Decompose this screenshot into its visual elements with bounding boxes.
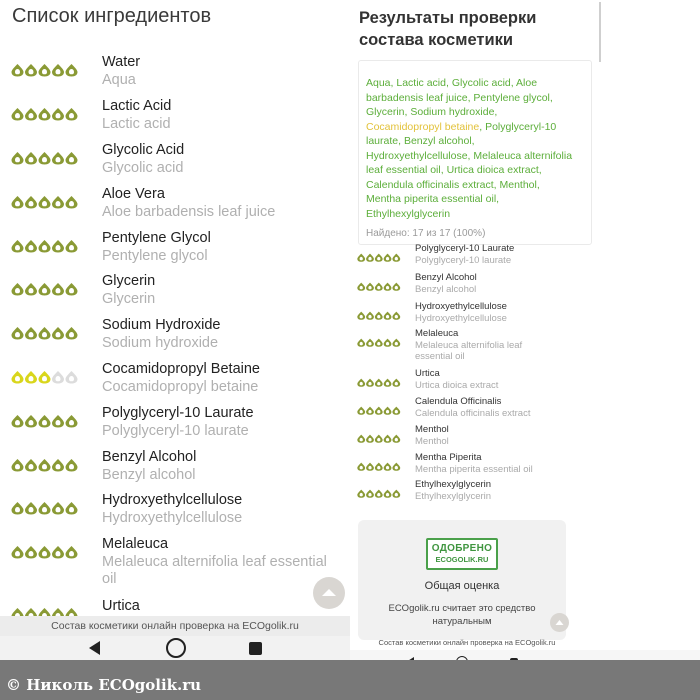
rating-drops	[11, 326, 79, 345]
rating-drops	[11, 545, 79, 564]
ingredient-inci: Hydroxyethylcellulose	[102, 510, 243, 526]
ingredient-name: Menthol	[415, 424, 449, 435]
composition-ingredient[interactable]: Urtica dioica extract	[446, 164, 539, 176]
ingredient-name: Pentylene Glycol	[102, 230, 211, 246]
rating-drops	[11, 370, 79, 389]
ingredient-name: Water	[102, 54, 141, 70]
ingredient-inci: Benzyl alcohol	[415, 284, 477, 295]
separator: ,	[494, 106, 498, 118]
ingredient-name: Lactic Acid	[102, 98, 172, 114]
ingredient-name: Melaleuca	[415, 328, 459, 339]
badge-title: ОДОБРЕНО	[431, 543, 493, 554]
separator: ,	[471, 135, 475, 147]
android-nav-bar	[0, 636, 350, 660]
separator: ,	[496, 193, 500, 205]
right-screenshot	[350, 0, 700, 660]
drop-rating-icon	[11, 370, 79, 384]
separator: ,	[445, 77, 452, 89]
composition-ingredient[interactable]: Lactic acid	[396, 77, 446, 89]
page-title: Список ингредиентов	[12, 5, 212, 27]
score-text: ECOgolik.ru считает это средство натуральным	[388, 603, 536, 627]
rating-drops	[357, 249, 401, 267]
android-nav-bar-small	[350, 650, 700, 660]
ingredient-inci: Lactic acid	[102, 116, 171, 132]
nav-recent-icon[interactable]	[249, 642, 262, 655]
separator: ,	[536, 178, 540, 191]
composition-ingredient[interactable]: Hydroxyethylcellulose	[366, 149, 468, 162]
ingredient-name: Polyglyceryl-10 Laurate	[102, 405, 254, 421]
scroll-top-button-small[interactable]	[550, 613, 569, 632]
rating-drops	[11, 107, 79, 126]
score-label: Общая оценка	[424, 580, 500, 592]
ingredient-inci: Urtica dioica extract	[415, 380, 499, 391]
chevron-up-icon	[321, 586, 337, 598]
rating-drops	[357, 278, 401, 296]
nav-back-icon[interactable]	[89, 641, 100, 655]
drop-rating-icon	[11, 545, 79, 559]
drop-rating-icon	[11, 107, 79, 121]
composition-ingredient[interactable]: Ethylhexylglycerin	[366, 207, 451, 220]
ingredient-name: Benzyl Alcohol	[102, 449, 197, 465]
ingredient-inci: Aloe barbadensis leaf juice	[102, 204, 276, 220]
ingredient-name: Mentha Piperita	[415, 452, 482, 463]
ingredient-name: Benzyl Alcohol	[415, 272, 477, 283]
rating-drops	[11, 195, 79, 214]
rating-drops	[11, 239, 79, 258]
chevron-up-icon	[555, 619, 564, 626]
ingredient-name: Calendula Officinalis	[415, 396, 502, 407]
composition-ingredient[interactable]: Mentha piperita essential oil	[366, 193, 497, 205]
separator: ,	[390, 77, 397, 89]
drop-rating-icon	[11, 414, 79, 428]
composition-ingredient[interactable]: Aloe barbadensis leaf juice	[366, 77, 538, 104]
separator: ,	[398, 135, 404, 147]
rating-drops	[11, 151, 79, 170]
rating-drops	[357, 485, 401, 503]
ingredient-name: Sodium Hydroxide	[102, 317, 221, 333]
ingredient-name: Aloe Vera	[102, 186, 165, 202]
separator: ,	[479, 120, 486, 133]
drop-rating-icon	[357, 282, 401, 291]
ingredient-inci: Calendula officinalis extract	[415, 408, 531, 419]
composition-ingredient[interactable]: Melaleuca alternifolia leaf essential oil	[366, 149, 573, 176]
ingredient-inci: Polyglyceryl-10 laurate	[102, 423, 249, 439]
scrollbar[interactable]	[599, 2, 601, 62]
drop-rating-icon	[11, 151, 79, 165]
results-title: Результаты проверки состава косметики	[359, 9, 537, 49]
drop-rating-icon	[11, 195, 79, 209]
drop-rating-icon	[357, 338, 401, 347]
scroll-top-button[interactable]	[313, 577, 345, 609]
ingredient-inci: Polyglyceryl-10 laurate	[415, 255, 512, 266]
rating-drops	[11, 458, 79, 477]
ingredient-name: Glycolic Acid	[102, 142, 185, 158]
ingredient-name: Cocamidopropyl Betaine	[102, 361, 260, 377]
ingredient-inci: Pentylene glycol	[102, 248, 208, 264]
ingredient-name: Urtica	[415, 368, 440, 379]
ingredient-name: Ethylhexylglycerin	[415, 479, 492, 490]
watermark-text: © Николь ECOgolik.ru	[6, 676, 202, 694]
nav-home-icon[interactable]	[166, 638, 186, 658]
composition-ingredient[interactable]: Benzyl alcohol	[403, 135, 472, 147]
drop-rating-icon	[11, 282, 79, 296]
drop-rating-icon	[11, 239, 79, 253]
separator: ,	[538, 164, 542, 176]
rating-drops	[357, 307, 401, 325]
rating-drops	[357, 374, 401, 392]
ingredient-inci: Hydroxyethylcellulose	[415, 313, 507, 324]
ingredient-inci: Sodium hydroxide	[102, 335, 219, 351]
ingredient-name: Glycerin	[102, 273, 156, 289]
ingredient-inci: Menthol	[415, 436, 449, 447]
ingredient-inci: Melaleuca alternifolia leaf essential oil	[415, 340, 523, 362]
separator: ,	[467, 149, 474, 162]
composition-ingredient[interactable]: Glycerin	[366, 106, 405, 118]
ingredient-name: Hydroxyethylcellulose	[102, 492, 243, 508]
found-count: Найдено: 17 из 17 (100%)	[366, 228, 486, 239]
ingredient-name: Hydroxyethylcellulose	[415, 301, 507, 312]
rating-drops	[11, 282, 79, 301]
drop-rating-icon	[11, 501, 79, 515]
separator: ,	[549, 91, 553, 104]
composition-ingredient[interactable]: Calendula officinalis extract	[366, 178, 494, 191]
drop-rating-icon	[357, 311, 401, 320]
ingredient-inci: Glycolic acid	[102, 160, 184, 176]
rating-drops	[11, 501, 79, 520]
ingredient-inci: Cocamidopropyl betaine	[102, 379, 259, 395]
separator: ,	[404, 106, 411, 118]
ingredient-inci: Mentha piperita essential oil	[415, 464, 533, 475]
drop-rating-icon	[11, 458, 79, 472]
rating-drops	[11, 63, 79, 82]
separator: ,	[493, 178, 500, 191]
ingredient-inci: Aqua	[102, 72, 136, 88]
composition-ingredient[interactable]: Cocamidopropyl betaine	[366, 120, 480, 133]
composition-text	[366, 76, 576, 221]
drop-rating-icon	[357, 378, 401, 387]
composition-ingredient[interactable]: Pentylene glycol	[473, 91, 550, 104]
drop-rating-icon	[357, 434, 401, 443]
composition-ingredient[interactable]: Aqua	[366, 77, 391, 89]
ingredient-name: Polyglyceryl-10 Laurate	[415, 243, 515, 254]
composition-ingredient[interactable]: Polyglyceryl-10 laurate	[366, 120, 557, 147]
drop-rating-icon	[11, 326, 79, 340]
approved-badge	[426, 538, 498, 570]
drop-rating-icon	[357, 253, 401, 262]
ingredient-name: Melaleuca	[102, 536, 169, 552]
footer-text: Состав косметики онлайн проверка на ECOgolik.ru	[0, 616, 350, 636]
rating-drops	[357, 402, 401, 420]
separator: ,	[467, 91, 474, 104]
score-card	[358, 520, 566, 640]
composition-ingredient[interactable]: Glycolic acid	[451, 77, 511, 89]
left-screenshot	[0, 0, 350, 660]
ingredient-inci: Ethylhexylglycerin	[415, 491, 492, 502]
ingredient-inci: Melaleuca alternifolia leaf essential oil	[102, 554, 327, 587]
drop-rating-icon	[357, 462, 401, 471]
ingredient-inci: Glycerin	[102, 291, 156, 307]
drop-rating-icon	[11, 63, 79, 77]
ingredient-name: Urtica	[102, 598, 140, 614]
badge-subtitle: ECOGOLIK.RU	[435, 555, 489, 564]
rating-drops	[357, 458, 401, 476]
composition-ingredient[interactable]: Sodium hydroxide	[410, 106, 495, 118]
separator: ,	[440, 164, 447, 176]
rating-drops	[11, 414, 79, 433]
separator: ,	[510, 77, 517, 89]
rating-drops	[357, 430, 401, 448]
footer-text-small: Состав косметики онлайн проверка на ECOgolik.ru	[378, 638, 556, 647]
drop-rating-icon	[357, 489, 401, 498]
ingredient-inci: Benzyl alcohol	[102, 467, 196, 483]
drop-rating-icon	[357, 406, 401, 415]
composition-ingredient[interactable]: Menthol	[499, 178, 537, 191]
rating-drops	[357, 334, 401, 352]
